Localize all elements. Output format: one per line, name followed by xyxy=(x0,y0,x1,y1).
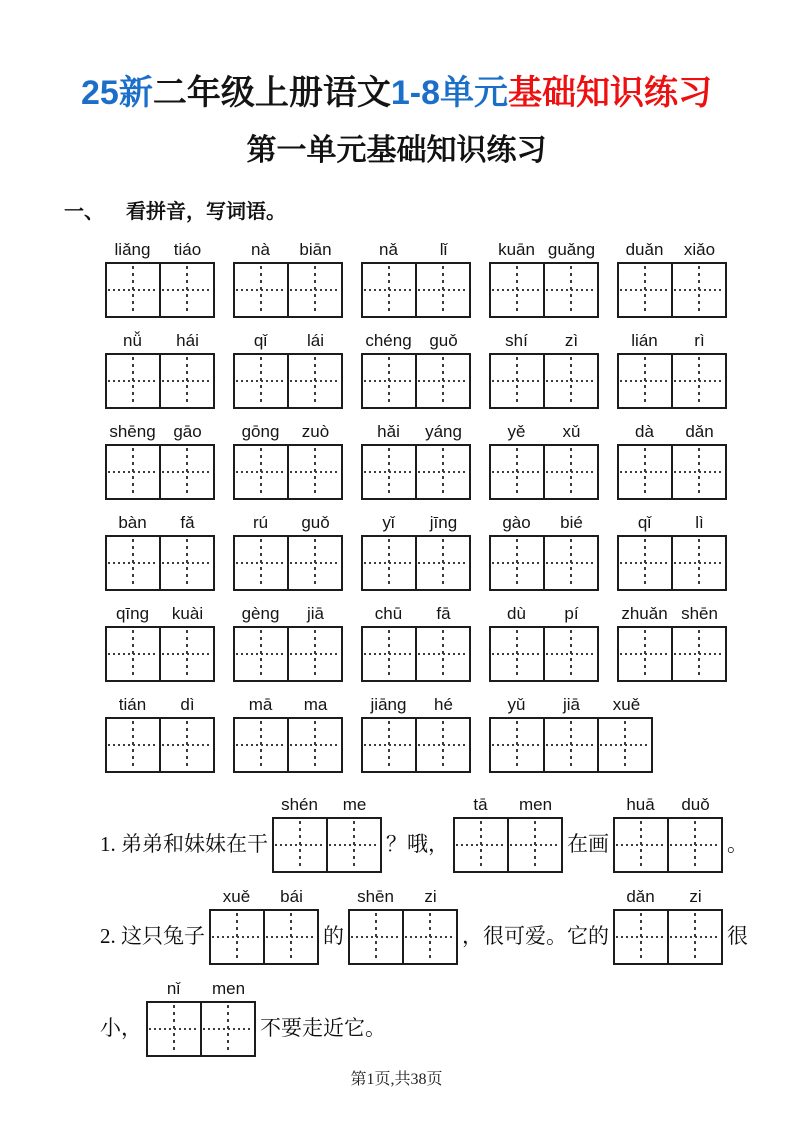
writing-cell xyxy=(235,446,287,498)
pinyin-label-row xyxy=(348,887,458,909)
pinyin-syllable: fǎ xyxy=(180,513,195,533)
writing-grid xyxy=(617,626,727,682)
pinyin-grid-row xyxy=(105,331,793,409)
writing-cell xyxy=(415,628,469,680)
pinyin-word-block xyxy=(489,240,599,318)
writing-cell xyxy=(287,719,341,771)
pinyin-grid-row xyxy=(105,695,793,773)
writing-cell xyxy=(615,819,667,871)
writing-cell xyxy=(235,537,287,589)
writing-grid xyxy=(272,817,382,873)
pinyin-syllable: tiáo xyxy=(173,240,202,260)
pinyin-grid-row xyxy=(105,422,793,500)
writing-cell xyxy=(326,819,380,871)
pinyin-word-block xyxy=(209,887,319,965)
pinyin-word-block xyxy=(617,331,727,409)
pinyin-syllable: biān xyxy=(299,240,332,260)
pinyin-label-row xyxy=(105,695,215,717)
writing-grid xyxy=(489,444,599,500)
pinyin-word-block xyxy=(453,795,563,873)
pinyin-grid-section xyxy=(105,240,793,773)
writing-cell xyxy=(543,264,597,316)
pinyin-label-row xyxy=(453,795,563,817)
writing-grid xyxy=(617,535,727,591)
writing-grid xyxy=(361,262,471,318)
pinyin-syllable: chū xyxy=(374,604,403,624)
writing-cell xyxy=(619,355,671,407)
writing-cell xyxy=(543,446,597,498)
pinyin-word-block xyxy=(233,604,343,682)
writing-cell xyxy=(491,537,543,589)
pinyin-word-block xyxy=(489,422,599,500)
pinyin-word-block xyxy=(617,240,727,318)
pinyin-word-block xyxy=(348,887,458,965)
pinyin-syllable: kuài xyxy=(171,604,204,624)
pinyin-word-block xyxy=(361,513,471,591)
pinyin-label-row xyxy=(617,331,727,353)
writing-cell xyxy=(274,819,326,871)
pinyin-syllable: hái xyxy=(176,331,199,351)
title-part: 25新 xyxy=(81,74,153,112)
writing-cell xyxy=(159,537,213,589)
pinyin-syllable: zi xyxy=(424,887,437,907)
pinyin-word-block xyxy=(361,331,471,409)
writing-cell xyxy=(667,911,721,963)
writing-cell xyxy=(597,719,651,771)
pinyin-syllable: rú xyxy=(252,513,269,533)
writing-cell xyxy=(619,446,671,498)
writing-cell xyxy=(363,719,415,771)
pinyin-syllable: dà xyxy=(635,422,654,442)
pinyin-word-block xyxy=(272,795,382,873)
pinyin-label-row xyxy=(233,240,343,262)
writing-cell xyxy=(148,1003,200,1055)
pinyin-syllable: duǎn xyxy=(625,240,664,260)
writing-grid xyxy=(105,262,215,318)
pinyin-syllable: dì xyxy=(180,695,195,715)
writing-grid xyxy=(361,717,471,773)
writing-grid xyxy=(233,717,343,773)
pinyin-syllable: tā xyxy=(473,795,488,815)
pinyin-syllable: zi xyxy=(689,887,702,907)
writing-grid xyxy=(233,353,343,409)
pinyin-word-block xyxy=(617,422,727,500)
pinyin-syllable: xǔ xyxy=(562,422,581,442)
writing-cell xyxy=(107,628,159,680)
pinyin-syllable: pí xyxy=(564,604,579,624)
sentence-text: 小， xyxy=(100,1016,142,1041)
pinyin-word-block xyxy=(489,604,599,682)
pinyin-syllable: ma xyxy=(303,695,328,715)
pinyin-label-row xyxy=(617,240,727,262)
writing-cell xyxy=(287,628,341,680)
writing-cell xyxy=(671,537,725,589)
pinyin-label-row xyxy=(105,422,215,444)
writing-cell xyxy=(615,911,667,963)
writing-grid xyxy=(613,909,723,965)
pinyin-word-block xyxy=(613,795,723,873)
pinyin-label-row xyxy=(233,604,343,626)
writing-cell xyxy=(235,264,287,316)
writing-cell xyxy=(159,628,213,680)
pinyin-word-block xyxy=(361,695,471,773)
title-part: 1-8单元 xyxy=(390,74,508,112)
writing-cell xyxy=(491,628,543,680)
pinyin-label-row xyxy=(489,604,599,626)
pinyin-label-row xyxy=(489,331,599,353)
writing-grid xyxy=(105,353,215,409)
sentence-fill-section xyxy=(100,795,793,1057)
pinyin-syllable: nǎ xyxy=(379,240,398,260)
pinyin-label-row xyxy=(489,513,599,535)
pinyin-syllable: xiǎo xyxy=(683,240,716,260)
writing-grid xyxy=(233,535,343,591)
pinyin-syllable: dǎn xyxy=(685,422,714,442)
pinyin-syllable: me xyxy=(342,795,367,815)
sentence-text: ，很可爱。它的 xyxy=(462,924,609,949)
pinyin-word-block xyxy=(361,240,471,318)
pinyin-syllable: qǐ xyxy=(253,331,268,351)
pinyin-syllable: jiā xyxy=(562,695,580,715)
pinyin-syllable: huā xyxy=(626,795,655,815)
pinyin-label-row xyxy=(146,979,256,1001)
pinyin-syllable: kuān xyxy=(498,240,535,260)
writing-grid xyxy=(613,817,723,873)
section-instruction: 看拼音，写词语。 xyxy=(126,201,286,224)
pinyin-label-row xyxy=(617,422,727,444)
writing-grid xyxy=(489,262,599,318)
pinyin-syllable: qīng xyxy=(115,604,150,624)
writing-cell xyxy=(235,355,287,407)
pinyin-syllable: lián xyxy=(631,331,658,351)
writing-cell xyxy=(235,628,287,680)
pinyin-label-row xyxy=(361,604,471,626)
pinyin-syllable: jiāng xyxy=(370,695,407,715)
writing-grid xyxy=(105,444,215,500)
writing-grid xyxy=(453,817,563,873)
pinyin-label-row xyxy=(105,331,215,353)
writing-cell xyxy=(200,1003,254,1055)
writing-cell xyxy=(287,537,341,589)
writing-grid xyxy=(489,626,599,682)
pinyin-grid-row xyxy=(105,604,793,682)
pinyin-label-row xyxy=(489,695,654,717)
writing-cell xyxy=(415,446,469,498)
writing-cell xyxy=(402,911,456,963)
pinyin-syllable: tián xyxy=(118,695,147,715)
pinyin-syllable: zhuǎn xyxy=(621,604,668,624)
pinyin-syllable: dǎn xyxy=(626,887,655,907)
pinyin-label-row xyxy=(105,240,215,262)
pinyin-syllable: gèng xyxy=(241,604,280,624)
pinyin-label-row xyxy=(361,513,471,535)
writing-cell xyxy=(543,628,597,680)
pinyin-label-row xyxy=(233,513,343,535)
pinyin-syllable: zì xyxy=(564,331,579,351)
writing-grid xyxy=(105,717,215,773)
sentence-text: 很 xyxy=(727,924,748,949)
writing-cell xyxy=(363,264,415,316)
pinyin-word-block xyxy=(105,604,215,682)
pinyin-syllable: lǐ xyxy=(439,240,448,260)
sentence-line xyxy=(100,795,793,873)
pinyin-label-row xyxy=(233,422,343,444)
pinyin-syllable: guǒ xyxy=(301,513,330,533)
writing-cell xyxy=(363,355,415,407)
pinyin-syllable: lái xyxy=(306,331,324,351)
writing-grid xyxy=(361,626,471,682)
writing-cell xyxy=(107,264,159,316)
pinyin-syllable: guǒ xyxy=(429,331,458,351)
writing-grid xyxy=(361,444,471,500)
pinyin-word-block xyxy=(361,422,471,500)
pinyin-syllable: jīng xyxy=(429,513,458,533)
sentence-text: 的 xyxy=(323,924,344,949)
pinyin-label-row xyxy=(361,422,471,444)
pinyin-word-block xyxy=(105,695,215,773)
writing-cell xyxy=(263,911,317,963)
pinyin-syllable: shí xyxy=(505,331,528,351)
pinyin-word-block xyxy=(617,604,727,682)
pinyin-word-block xyxy=(105,331,215,409)
writing-cell xyxy=(107,446,159,498)
sentence-text: 不要走近它。 xyxy=(260,1016,386,1041)
writing-cell xyxy=(415,355,469,407)
pinyin-syllable: bié xyxy=(560,513,583,533)
pinyin-syllable: mā xyxy=(248,695,273,715)
pinyin-word-block xyxy=(361,604,471,682)
writing-cell xyxy=(159,355,213,407)
writing-cell xyxy=(107,355,159,407)
writing-cell xyxy=(107,719,159,771)
writing-cell xyxy=(287,264,341,316)
pinyin-syllable: nǚ xyxy=(123,331,142,351)
page-number: 第1页,共38页 xyxy=(350,1071,443,1088)
pinyin-syllable: jiā xyxy=(306,604,324,624)
writing-cell xyxy=(455,819,507,871)
pinyin-grid-row xyxy=(105,513,793,591)
page-title xyxy=(0,74,793,113)
writing-grid xyxy=(209,909,319,965)
pinyin-label-row xyxy=(617,513,727,535)
pinyin-label-row xyxy=(272,795,382,817)
pinyin-label-row xyxy=(613,795,723,817)
writing-cell xyxy=(107,537,159,589)
pinyin-label-row xyxy=(489,240,599,262)
writing-grid xyxy=(105,626,215,682)
section-heading xyxy=(64,195,793,224)
writing-grid xyxy=(617,353,727,409)
pinyin-word-block xyxy=(233,422,343,500)
pinyin-syllable: bái xyxy=(280,887,303,907)
writing-grid xyxy=(489,353,599,409)
writing-cell xyxy=(159,446,213,498)
pinyin-word-block xyxy=(233,513,343,591)
pinyin-word-block xyxy=(233,695,343,773)
pinyin-label-row xyxy=(613,887,723,909)
writing-grid xyxy=(489,535,599,591)
section-number: 一、 xyxy=(64,201,104,224)
writing-cell xyxy=(415,537,469,589)
pinyin-syllable: shēng xyxy=(109,422,156,442)
pinyin-syllable: men xyxy=(211,979,246,999)
writing-cell xyxy=(671,628,725,680)
pinyin-label-row xyxy=(105,604,215,626)
pinyin-word-block xyxy=(489,331,599,409)
writing-cell xyxy=(667,819,721,871)
pinyin-syllable: hé xyxy=(434,695,453,715)
writing-cell xyxy=(543,355,597,407)
pinyin-word-block xyxy=(105,240,215,318)
pinyin-label-row xyxy=(361,695,471,717)
pinyin-grid-row xyxy=(105,240,793,318)
pinyin-label-row xyxy=(105,513,215,535)
writing-cell xyxy=(363,628,415,680)
writing-cell xyxy=(363,446,415,498)
pinyin-word-block xyxy=(146,979,256,1057)
sentence-text: 1. 弟弟和妹妹在干 xyxy=(100,832,268,857)
writing-cell xyxy=(159,264,213,316)
sentence-text: ？哦， xyxy=(386,832,449,857)
writing-cell xyxy=(211,911,263,963)
pinyin-word-block xyxy=(233,240,343,318)
writing-cell xyxy=(543,537,597,589)
writing-cell xyxy=(415,719,469,771)
pinyin-syllable: gōng xyxy=(241,422,280,442)
writing-grid xyxy=(105,535,215,591)
title-part: 二年级上册语文 xyxy=(152,74,391,112)
pinyin-syllable: gāo xyxy=(173,422,202,442)
writing-grid xyxy=(348,909,458,965)
pinyin-syllable: men xyxy=(518,795,553,815)
writing-grid xyxy=(489,717,653,773)
pinyin-syllable: shēn xyxy=(357,887,394,907)
writing-cell xyxy=(415,264,469,316)
sentence-text: 2. 这只兔子 xyxy=(100,924,205,949)
pinyin-syllable: nà xyxy=(251,240,270,260)
writing-cell xyxy=(235,719,287,771)
pinyin-syllable: duǒ xyxy=(681,795,710,815)
pinyin-syllable: dù xyxy=(507,604,526,624)
pinyin-word-block xyxy=(617,513,727,591)
writing-cell xyxy=(671,446,725,498)
pinyin-label-row xyxy=(361,240,471,262)
pinyin-word-block xyxy=(489,695,654,773)
writing-cell xyxy=(543,719,597,771)
sentence-text: 。 xyxy=(727,832,748,857)
pinyin-word-block xyxy=(233,331,343,409)
pinyin-label-row xyxy=(617,604,727,626)
writing-grid xyxy=(146,1001,256,1057)
writing-cell xyxy=(619,264,671,316)
sentence-line xyxy=(100,979,793,1057)
pinyin-word-block xyxy=(489,513,599,591)
pinyin-label-row xyxy=(209,887,319,909)
pinyin-syllable: shén xyxy=(281,795,318,815)
pinyin-word-block xyxy=(105,513,215,591)
pinyin-syllable: yě xyxy=(507,422,526,442)
writing-grid xyxy=(361,353,471,409)
writing-cell xyxy=(159,719,213,771)
pinyin-syllable: xuě xyxy=(612,695,641,715)
writing-cell xyxy=(491,719,543,771)
writing-cell xyxy=(350,911,402,963)
writing-cell xyxy=(491,355,543,407)
pinyin-syllable: nǐ xyxy=(166,979,181,999)
pinyin-syllable: bàn xyxy=(118,513,147,533)
pinyin-syllable: shēn xyxy=(681,604,718,624)
sentence-line xyxy=(100,887,793,965)
writing-cell xyxy=(619,628,671,680)
writing-cell xyxy=(287,355,341,407)
pinyin-syllable: qǐ xyxy=(637,513,652,533)
writing-cell xyxy=(491,446,543,498)
writing-grid xyxy=(233,626,343,682)
unit-title: 第一单元基础知识练习 xyxy=(246,134,547,168)
pinyin-word-block xyxy=(613,887,723,965)
writing-cell xyxy=(491,264,543,316)
pinyin-label-row xyxy=(489,422,599,444)
writing-grid xyxy=(361,535,471,591)
writing-grid xyxy=(617,444,727,500)
pinyin-syllable: hǎi xyxy=(377,422,400,442)
writing-cell xyxy=(287,446,341,498)
pinyin-label-row xyxy=(233,331,343,353)
pinyin-syllable: yǔ xyxy=(507,695,526,715)
writing-cell xyxy=(363,537,415,589)
pinyin-word-block xyxy=(105,422,215,500)
writing-grid xyxy=(233,444,343,500)
pinyin-syllable: lì xyxy=(695,513,704,533)
pinyin-syllable: zuò xyxy=(301,422,330,442)
writing-cell xyxy=(671,264,725,316)
pinyin-syllable: xuě xyxy=(222,887,251,907)
pinyin-label-row xyxy=(361,331,471,353)
pinyin-syllable: gào xyxy=(502,513,531,533)
writing-grid xyxy=(233,262,343,318)
pinyin-syllable: chéng xyxy=(365,331,412,351)
pinyin-syllable: yǐ xyxy=(382,513,395,533)
pinyin-syllable: rì xyxy=(694,331,705,351)
title-part: 基础知识练习 xyxy=(507,74,712,112)
writing-cell xyxy=(507,819,561,871)
sentence-text: 在画 xyxy=(567,832,609,857)
pinyin-syllable: liǎng xyxy=(114,240,151,260)
pinyin-syllable: guǎng xyxy=(547,240,596,260)
writing-cell xyxy=(619,537,671,589)
pinyin-syllable: fā xyxy=(436,604,451,624)
pinyin-syllable: yáng xyxy=(425,422,462,442)
writing-grid xyxy=(617,262,727,318)
pinyin-label-row xyxy=(233,695,343,717)
writing-cell xyxy=(671,355,725,407)
